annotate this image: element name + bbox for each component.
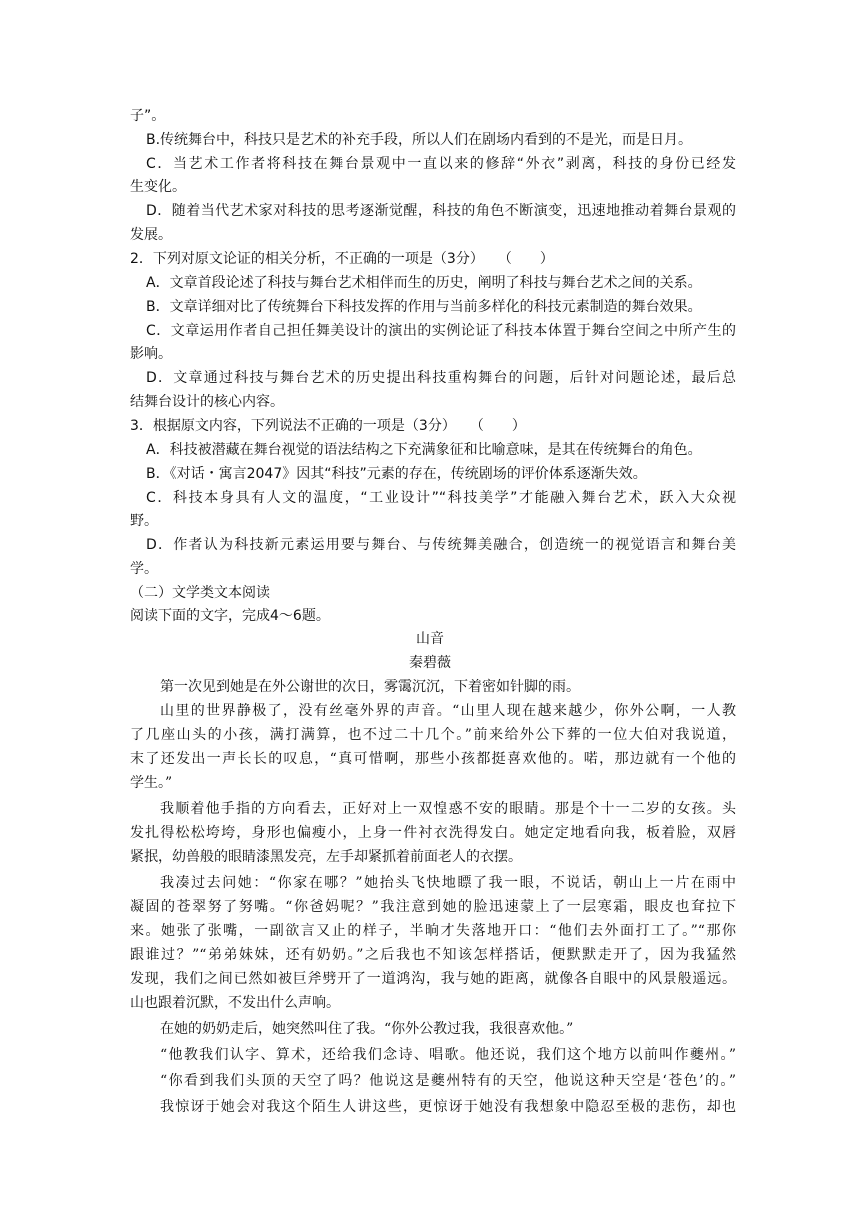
story-line: 山也跟着沉默，不发出什么声响。 [130, 995, 340, 1011]
option-a-q2: A．文章首段论述了科技与舞台艺术相伴而生的历史，阐明了科技与舞台艺术之间的关系。 [146, 275, 702, 291]
question-2: 2．下列对原文论证的相关分析，不正确的一项是（3分） （ ） [130, 251, 554, 267]
option-b-q3: B．《对话・寓言2047》因其“科技”元素的存在，传统剧场的评价体系逐渐失效。 [146, 466, 647, 482]
story-line: 凝固的苍翠努了努嘴。“你爸妈呢？”我注意到她的脸迅速蒙上了一层寒霜，眼皮也耷拉下 [130, 899, 736, 915]
section-heading: （二）文学类文本阅读 [130, 585, 270, 601]
option-c-q1: C．当艺术工作者将科技在舞台景观中一直以来的修辞“外衣”剥离，科技的身份已经发 [146, 156, 736, 172]
story-paragraph: “他教我们认字、算术，还给我们念诗、唱歌。他还说，我们这个地方以前叫作夔州。” [160, 1047, 736, 1063]
story-line: 发扎得松松垮垮，身形也偏瘦小，上身一件衬衣洗得发白。她定定地看向我，板着脸，双唇 [130, 825, 736, 841]
story-paragraph: 第一次见到她是在外公谢世的次日，雾霭沉沉，下着密如针脚的雨。 [160, 679, 580, 695]
text-line: 影响。 [130, 346, 172, 362]
option-d-q2: D．文章通过科技与舞台艺术的历史提出科技重构舞台的问题，后针对问题论述，最后总 [146, 370, 736, 386]
text-line: 学。 [130, 561, 158, 577]
story-paragraph: 山里的世界静极了，没有丝毫外界的声音。“山里人现在越来越少，你外公啊，一人教 [160, 703, 736, 719]
text-line: 结舞台设计的核心内容。 [130, 394, 284, 410]
text-line: 子”。 [130, 108, 166, 124]
story-author: 秦碧薇 [409, 655, 451, 671]
story-title: 山音 [416, 631, 444, 647]
story-line: 发现，我们之间已然如被巨斧劈开了一道鸿沟，我与她的距离，就像各自眼中的风景般遥远。 [130, 971, 736, 987]
option-b-q2: B．文章详细对比了传统舞台下科技发挥的作用与当前多样化的科技元素制造的舞台效果。 [146, 299, 702, 315]
instruction: 阅读下面的文字，完成4～6题。 [130, 608, 330, 624]
story-paragraph: 我凑过去问她：“你家在哪？”她抬头飞快地瞟了我一眼，不说话，朝山上一片在雨中 [160, 875, 736, 891]
story-line: 紧抿，幼兽般的眼睛漆黑发亮，左手却紧抓着前面老人的衣摆。 [130, 849, 522, 865]
story-line: 末了还发出一声长长的叹息，“真可惜啊，那些小孩都挺喜欢他的。喏，那边就有一个他的 [130, 751, 736, 767]
option-d-q1: D．随着当代艺术家对科技的思考逐渐觉醒，科技的角色不断演变，迅速地推动着舞台景观的 [146, 203, 736, 219]
option-b-q1: B.传统舞台中，科技只是艺术的补充手段，所以人们在剧场内看到的不是光，而是日月。 [146, 132, 693, 148]
text-line: 发展。 [130, 227, 172, 243]
story-paragraph: 我顺着他手指的方向看去，正好对上一双惶惑不安的眼睛。那是个十一二岁的女孩。头 [160, 801, 736, 817]
text-line: 生变化。 [130, 179, 186, 195]
option-c-q3: C．科技本身具有人文的温度，“工业设计”“科技美学”才能融入舞台艺术，跃入大众视 [146, 490, 736, 506]
story-line: 跟谁过？”“弟弟妹妹，还有奶奶。”之后我也不知该怎样搭话，便默默走开了，因为我猛然 [130, 947, 736, 963]
option-d-q3: D．作者认为科技新元素运用要与舞台、与传统舞美融合，创造统一的视觉语言和舞台美 [146, 537, 736, 553]
story-paragraph: 我惊讶于她会对我这个陌生人讲这些，更惊讶于她没有我想象中隐忍至极的悲伤，却也 [160, 1099, 736, 1115]
question-3: 3．根据原文内容，下列说法不正确的一项是（3分） （ ） [130, 418, 526, 434]
story-paragraph: 在她的奶奶走后，她突然叫住了我。“你外公教过我，我很喜欢他。” [160, 1021, 574, 1037]
story-line: 了几座山头的小孩，满打满算，也不过二十几个。”前来给外公下葬的一位大伯对我说道， [130, 727, 736, 743]
option-a-q3: A．科技被潜藏在舞台视觉的语法结构之下充满象征和比喻意味，是其在传统舞台的角色。 [146, 442, 702, 458]
text-line: 野。 [130, 513, 158, 529]
story-line: 学生。” [130, 775, 173, 791]
option-c-q2: C．文章运用作者自己担任舞美设计的演出的实例论证了科技本体置于舞台空间之中所产生的 [146, 323, 736, 339]
story-paragraph: “你看到我们头顶的天空了吗？他说这是夔州特有的天空，他说这种天空是‘苍色’的。” [160, 1073, 736, 1089]
story-line: 来。她张了张嘴，一副欲言又止的样子，半晌才失落地开口：“他们去外面打工了。”“那你 [130, 923, 736, 939]
